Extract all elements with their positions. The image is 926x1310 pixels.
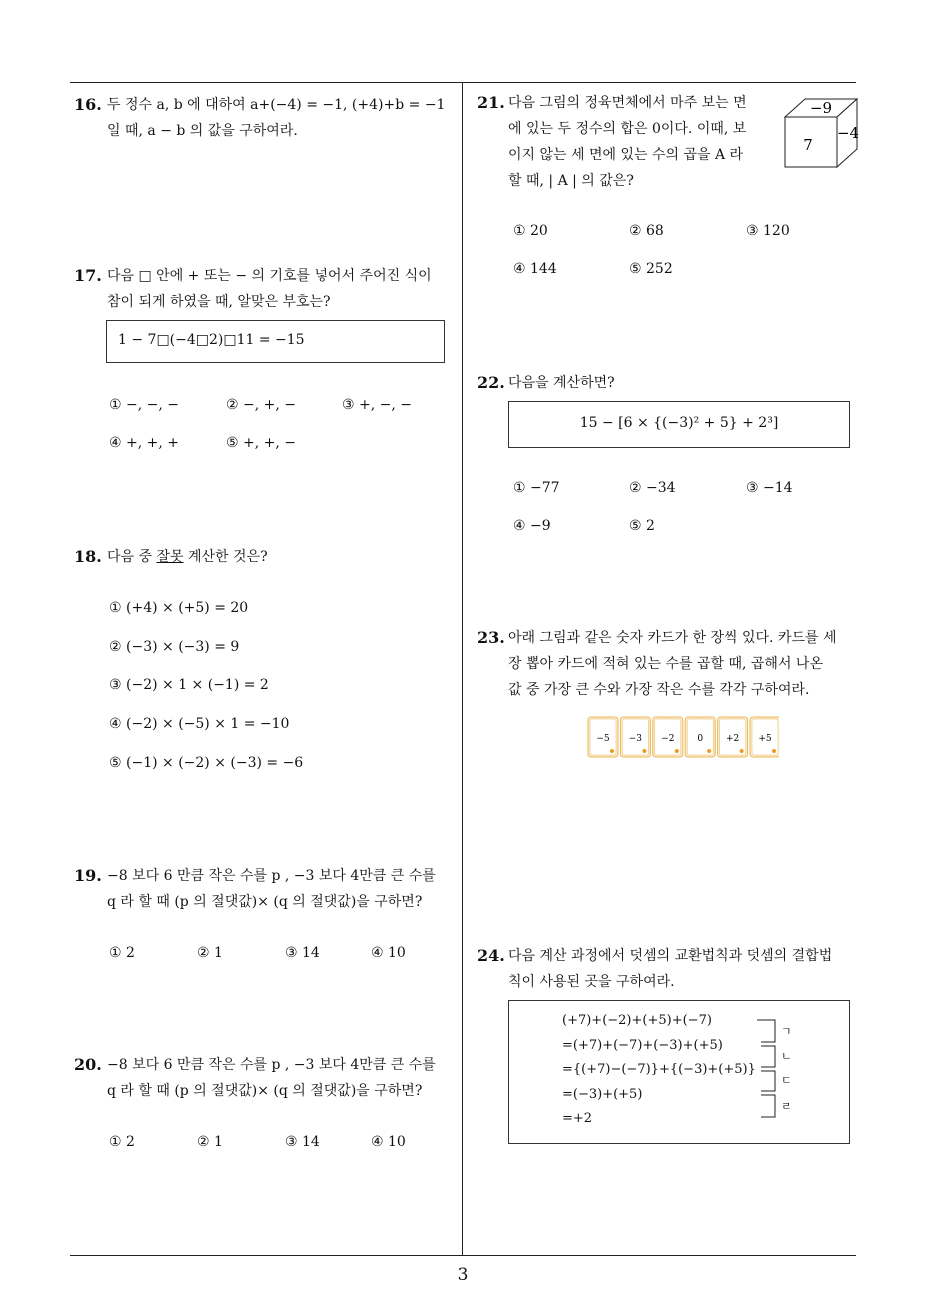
question-number: 22.	[477, 373, 505, 392]
number-card	[750, 717, 779, 757]
question-22	[477, 370, 857, 396]
option-2[interactable]: ② 1	[197, 945, 223, 961]
underlined-word: 잘못	[156, 549, 184, 565]
star-icon	[610, 749, 614, 753]
calc-step: ={(+7)−(−7)}+{(−3)+(+5)}	[562, 1062, 756, 1077]
option-5[interactable]: ⑤ 2	[629, 518, 655, 534]
number-card	[620, 717, 650, 757]
question-19	[74, 863, 459, 915]
card-value: 0	[697, 734, 704, 744]
bracket-label: ㄷ	[781, 1074, 792, 1087]
option-3[interactable]: ③ 14	[285, 1134, 320, 1150]
question-text-line: 다음 계산 과정에서 덧셈의 교환법칙과 덧셈의 결합법	[508, 948, 833, 964]
question-text-line: 에 있는 두 정수의 합은 0이다. 이때, 보	[508, 121, 747, 137]
question-number: 23.	[477, 628, 505, 647]
option-3[interactable]: ③ (−2) × 1 × (−1) = 2	[109, 677, 269, 693]
question-number: 20.	[74, 1055, 102, 1074]
option-1[interactable]: ① 2	[109, 945, 135, 961]
page-number: 3	[457, 1265, 469, 1285]
question-text-line: −8 보다 6 만큼 작은 수를 p , −3 보다 4만큼 큰 수를	[107, 868, 436, 884]
question-text-line: 아래 그림과 같은 숫자 카드가 한 장씩 있다. 카드를 세	[508, 630, 837, 646]
card-value: +5	[758, 734, 772, 744]
option-4[interactable]: ④ 144	[513, 261, 557, 277]
question-text-line: 장 뽑아 카드에 적혀 있는 수를 곱할 때, 곱해서 나온	[508, 656, 823, 672]
option-2[interactable]: ② −34	[629, 480, 676, 496]
question-23	[477, 625, 862, 703]
number-card	[718, 717, 748, 757]
star-icon	[740, 749, 744, 753]
question-number: 24.	[477, 946, 505, 965]
number-card	[685, 717, 715, 757]
option-4[interactable]: ④ +, +, +	[109, 435, 179, 451]
question-17	[74, 263, 459, 315]
option-1[interactable]: ① 2	[109, 1134, 135, 1150]
calc-step: =+2	[562, 1111, 593, 1126]
option-2[interactable]: ② 68	[629, 223, 664, 239]
question-text-line: 할 때, | A | 의 값은?	[508, 173, 634, 189]
question-number: 18.	[74, 547, 102, 566]
option-4[interactable]: ④ 10	[371, 1134, 406, 1150]
option-2[interactable]: ② 1	[197, 1134, 223, 1150]
option-3[interactable]: ③ −14	[746, 480, 793, 496]
number-card	[588, 717, 618, 757]
option-3[interactable]: ③ +, −, −	[342, 397, 412, 413]
option-1[interactable]: ① −77	[513, 480, 560, 496]
question-text: 다음 중	[107, 549, 157, 565]
star-icon	[675, 749, 679, 753]
expression-text: 1 − 7□(−4□2)□11 = −15	[118, 332, 305, 348]
card-value: −3	[628, 734, 643, 744]
column-divider	[462, 82, 463, 1256]
number-cards	[587, 716, 779, 758]
option-5[interactable]: ⑤ +, +, −	[226, 435, 296, 451]
question-18	[74, 544, 459, 570]
bottom-rule	[70, 1255, 856, 1256]
card-value: +2	[725, 734, 740, 744]
option-4[interactable]: ④ −9	[513, 518, 551, 534]
question-number: 19.	[74, 866, 102, 885]
option-3[interactable]: ③ 14	[285, 945, 320, 961]
question-text-line: q 라 할 때 (p 의 절댓값)× (q 의 절댓값)을 구하면?	[107, 894, 423, 910]
question-text-line: q 라 할 때 (p 의 절댓값)× (q 의 절댓값)을 구하면?	[107, 1083, 423, 1099]
option-1[interactable]: ① −, −, −	[109, 397, 179, 413]
question-20	[74, 1052, 459, 1104]
question-text-line: 값 중 가장 큰 수와 가장 작은 수를 각각 구하여라.	[508, 682, 810, 698]
option-1[interactable]: ① (+4) × (+5) = 20	[109, 600, 249, 616]
option-4[interactable]: ④ 10	[371, 945, 406, 961]
question-text-line: 다음을 계산하면?	[508, 375, 615, 391]
calc-step: =(+7)+(−7)+(−3)+(+5)	[562, 1037, 723, 1053]
bracket-label: ㄹ	[781, 1100, 792, 1113]
question-text-line: 다음 그림의 정육면체에서 마주 보는 면	[508, 95, 747, 111]
expression-box	[508, 401, 850, 448]
question-text-line: 다음 □ 안에 + 또는 − 의 기호를 넣어서 주어진 식이	[107, 268, 432, 284]
bracket-label: ㄴ	[781, 1050, 792, 1063]
question-number: 16.	[74, 95, 102, 114]
option-5[interactable]: ⑤ (−1) × (−2) × (−3) = −6	[109, 755, 304, 771]
question-text-line: 일 때, a − b 의 값을 구하여라.	[107, 123, 298, 139]
star-icon	[642, 749, 646, 753]
option-4[interactable]: ④ (−2) × (−5) × 1 = −10	[109, 716, 290, 732]
option-2[interactable]: ② (−3) × (−3) = 9	[109, 639, 240, 655]
top-rule	[70, 82, 856, 83]
cube-figure	[783, 97, 863, 169]
card-value: −2	[661, 734, 675, 744]
bracket-label: ㄱ	[781, 1025, 792, 1038]
question-21	[477, 90, 777, 194]
question-text-line: 두 정수 a, b 에 대하여 a+(−4) = −1, (+4)+b = −1	[107, 97, 446, 113]
expression-text: 15 − [6 × {(−3)² + 5} + 2³]	[579, 415, 779, 431]
step-brackets	[755, 1012, 835, 1132]
number-card	[653, 717, 683, 757]
question-text-line: 참이 되게 하였을 때, 알맞은 부호는?	[107, 294, 331, 310]
calculation-steps	[562, 1009, 756, 1132]
option-1[interactable]: ① 20	[513, 223, 548, 239]
question-text-line: −8 보다 6 만큼 작은 수를 p , −3 보다 4만큼 큰 수를	[107, 1057, 436, 1073]
option-3[interactable]: ③ 120	[746, 223, 790, 239]
question-text-line: 칙이 사용된 곳을 구하여라.	[508, 974, 675, 990]
card-value: −5	[596, 734, 610, 744]
star-icon	[772, 749, 776, 753]
cube-front-face: 7	[803, 136, 813, 154]
calc-step: =(−3)+(+5)	[562, 1086, 643, 1102]
option-2[interactable]: ② −, +, −	[226, 397, 296, 413]
star-icon	[707, 749, 711, 753]
question-number: 17.	[74, 266, 102, 285]
question-text: 계산한 것은?	[183, 549, 268, 565]
question-text-line: 이지 않는 세 면에 있는 수의 곱을 A 라	[508, 147, 744, 163]
cube-side-face: −4	[836, 124, 860, 142]
expression-box	[106, 320, 445, 363]
question-24	[477, 943, 862, 995]
option-5[interactable]: ⑤ 252	[629, 261, 673, 277]
question-16	[74, 92, 459, 144]
calc-step: (+7)+(−2)+(+5)+(−7)	[562, 1013, 712, 1028]
cube-top-face: −9	[809, 99, 833, 117]
question-number: 21.	[477, 93, 505, 112]
